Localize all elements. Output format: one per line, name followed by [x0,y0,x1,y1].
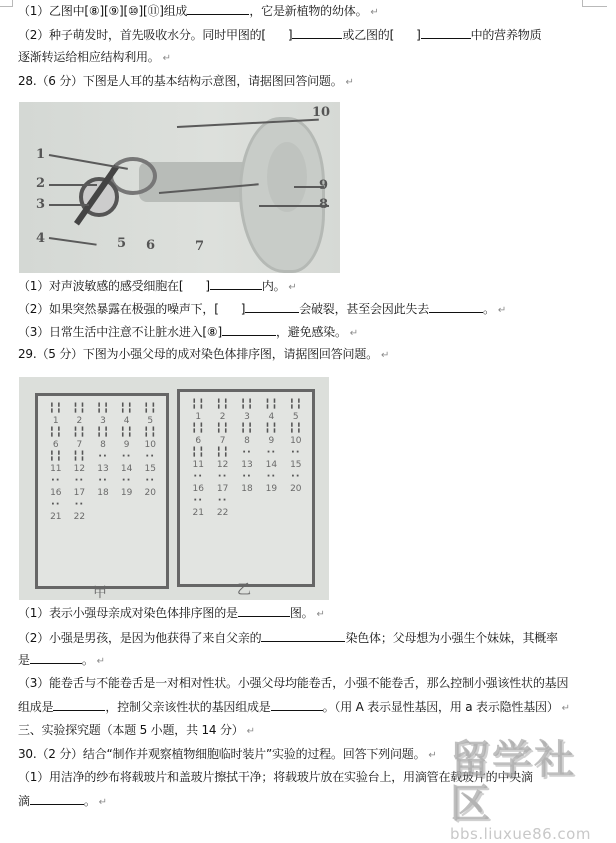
chromosome-pair [284,424,308,446]
q29-sub3 [18,675,568,691]
chromosome-pair [259,472,283,494]
chromosome-pair [138,476,162,498]
chromosome-number: 21 [50,512,62,522]
question-text: 滴 [18,794,30,808]
paragraph-mark-icon: ↵ [246,726,255,737]
chromosome-glyph-icon: ╏╏ [191,423,206,434]
chromosome-pair [259,448,283,470]
chromosome-pair [138,404,162,426]
q28-title [18,73,354,89]
figure-label: 8 [319,197,329,212]
chromosome-number: 17 [216,484,229,494]
question-title: 29.（5 分）下图为小强父母的成对染色体排序图，请据图回答问题。 [18,347,378,361]
chromosome-glyph-icon: ╏╏ [215,447,230,458]
chromosome-pair [68,428,92,450]
chromosome-pair [186,448,210,470]
chromosome-number: 12 [216,460,229,470]
answer-blank[interactable] [261,629,345,642]
chromosome-pair [68,476,92,498]
q27-sub1 [18,2,379,18]
chromosome-glyph-icon: ╏╏ [95,403,111,414]
figure-label: 2 [36,176,46,191]
paragraph-mark-icon: ↵ [497,305,507,316]
chromosome-number: 9 [123,440,130,450]
chromosome-number: 15 [290,460,302,470]
chromosome-number: 7 [76,440,83,450]
paragraph-mark-icon: ↵ [370,7,379,18]
chromosome-number: 3 [100,416,106,426]
question-text: 是 [18,653,30,667]
figure-label: 3 [36,197,46,212]
chromosome-grid [186,400,308,518]
chromosome-number: 5 [292,412,299,422]
paragraph-mark-icon: ↵ [162,53,171,64]
question-text: 会破裂，甚至会因此失去 [299,302,430,316]
figure-label: 6 [146,238,156,253]
chromosome-pair [138,452,162,474]
karyotype-diagram [19,377,329,600]
chromosome-glyph-icon: ╏╏ [239,423,255,434]
chromosome-pair [210,496,234,518]
question-text: ，控制父亲该性状的基因组成是 [105,700,271,714]
chromosome-pair [235,472,259,494]
question-text: （3）日常生活中注意不让脏水进入[⑧] [18,325,222,339]
chromosome-pair [44,500,68,522]
chromosome-pair [259,424,283,446]
chromosome-glyph-icon: ╏╏ [239,399,255,410]
paragraph-mark-icon: ↵ [288,282,297,293]
chromosome-glyph-icon: ·· [98,475,108,486]
q29-sub1 [18,604,325,620]
question-text: （1）表示小强母亲成对染色体排序图的是 [18,606,238,620]
chromosome-pair [210,424,234,446]
chromosome-glyph-icon: ·· [290,471,301,482]
question-text: 图。 [289,606,314,620]
figure-label: 7 [195,239,205,254]
watermark-logo-text: 留学社区 [450,737,576,827]
chromosome-pair [259,400,283,422]
paragraph-mark-icon: ↵ [98,797,107,808]
chromosome-glyph-icon: ╏╏ [215,423,230,434]
chromosome-pair [91,404,115,426]
answer-blank[interactable] [292,26,342,39]
human-ear-diagram [19,102,340,273]
chromosome-number: 2 [219,412,226,422]
chromosome-number: 1 [195,412,202,422]
question-text: ] [205,279,210,293]
chromosome-glyph-icon: ╏╏ [48,403,63,414]
chromosome-number: 18 [97,488,109,498]
chromosome-glyph-icon: ╏╏ [288,423,303,434]
chromosome-pair [186,496,210,518]
q29-sub3-cont [18,698,570,714]
chromosome-number: 17 [73,488,86,498]
chromosome-number: 19 [120,488,133,498]
chromosome-glyph-icon: ╏╏ [72,403,87,414]
chromosome-pair [68,404,92,426]
answer-blank[interactable] [30,792,84,805]
chromosome-pair [210,472,234,494]
chromosome-glyph-icon: ·· [121,451,132,462]
chromosome-glyph-icon: ·· [145,475,155,486]
chromosome-number: 13 [97,464,109,474]
answer-blank[interactable] [53,698,105,711]
q29-sub2 [18,629,558,645]
chromosome-pair [210,448,234,470]
question-text: ，它是新植物的幼体。 [249,4,368,18]
answer-blank[interactable] [238,604,290,617]
question-text: ，避免感染。 [275,325,347,339]
chromosome-number: 16 [50,488,62,498]
watermark-url: bbs.liuxue86.com [450,825,591,843]
answer-blank[interactable] [222,323,276,336]
question-text: （2）小强是男孩，是因为他获得了来自父亲的 [18,631,262,645]
chromosome-pair [186,472,210,494]
chromosome-glyph-icon: ╏╏ [191,399,206,410]
chromosome-number: 1 [52,416,59,426]
chromosome-number: 11 [192,460,204,470]
leader-line [49,204,89,206]
question-text: 。 [483,302,495,316]
chromosome-glyph-icon: ╏╏ [264,423,279,434]
chromosome-glyph-icon: ·· [145,451,155,462]
question-title: 30.（2 分）结合“制作并观察植物细胞临时装片”实验的过程。回答下列问题。 [18,747,426,761]
chromosome-glyph-icon: ╏╏ [143,403,158,414]
chromosome-number: 8 [244,436,250,446]
auricle-inner-shape [267,142,307,212]
chromosome-pair [91,428,115,450]
chromosome-number: 10 [144,440,156,450]
chromosome-number: 16 [192,484,204,494]
figure-label: 4 [36,231,46,246]
paragraph-mark-icon: ↵ [349,328,358,339]
chromosome-number: 14 [265,460,278,470]
chromosome-glyph-icon: ·· [290,447,301,458]
q28-sub3 [18,323,358,339]
answer-blank[interactable] [210,277,262,290]
chromosome-glyph-icon: ╏╏ [288,399,303,410]
q27-sub2 [18,26,541,42]
chromosome-glyph-icon: ·· [242,471,252,482]
chromosome-pair [115,452,139,474]
page-corner-mark-left [0,0,13,7]
chromosome-glyph-icon: ·· [74,499,85,510]
q28-sub2 [18,300,506,316]
chromosome-glyph-icon: ╏╏ [95,427,111,438]
question-text: ] [287,28,293,42]
question-text: （1）乙图中[⑧][⑨][⑩][⑪]组成 [18,4,188,18]
chromosome-pair [115,428,139,450]
chromosome-glyph-icon: ·· [242,447,252,458]
chromosome-number: 4 [123,416,130,426]
chromosome-pair [235,448,259,470]
question-text: （3）能卷舌与不能卷舌是一对相对性状。小强父母均能卷舌，小强不能卷舌，那么控制小强该性状的基因 [18,676,569,690]
chromosome-number: 9 [268,436,275,446]
paragraph-mark-icon: ↵ [316,609,325,620]
q30-title [18,746,437,762]
chromosome-number: 19 [265,484,278,494]
chromosome-pair [44,452,68,474]
chromosome-pair [91,452,115,474]
chromosome-glyph-icon: ╏╏ [191,447,206,458]
chromosome-number: 8 [100,440,106,450]
karyotype-panel-yi [177,389,315,587]
chromosome-glyph-icon: ·· [50,499,61,510]
chromosome-glyph-icon: ·· [193,471,203,482]
chromosome-glyph-icon: ·· [74,475,85,486]
q28-sub1 [18,277,297,293]
page-corner-mark-right [582,0,607,7]
chromosome-pair [115,404,139,426]
question-text: 内。 [261,279,286,293]
karyotype-panel-jia [35,393,169,589]
chromosome-number: 13 [241,460,253,470]
question-text: 中的营养物质 [470,28,542,42]
chromosome-pair [210,400,234,422]
q29-sub2-cont [18,651,105,667]
chromosome-number: 22 [216,508,229,518]
chromosome-number: 12 [73,464,86,474]
answer-blank[interactable] [421,26,471,39]
q27-sub2-cont [18,49,171,65]
chromosome-glyph-icon: ·· [121,475,132,486]
chromosome-grid [44,404,162,522]
chromosome-pair [138,428,162,450]
question-text: 组成是 [18,700,54,714]
paragraph-mark-icon: ↵ [380,350,390,361]
chromosome-glyph-icon: ╏╏ [215,399,230,410]
paragraph-mark-icon: ↵ [345,77,354,88]
figure-label: 10 [312,105,331,120]
figure-label: 5 [117,236,127,251]
paragraph-mark-icon: ↵ [561,703,570,714]
panel-caption-yi: 乙 [237,582,251,598]
question-text: （2）种子萌发时，首先吸收水分。同时甲图的[ [18,28,266,42]
chromosome-pair [44,404,68,426]
question-text: 逐渐转运给相应结构利用。 [18,50,160,64]
chromosome-glyph-icon: ╏╏ [119,403,134,414]
chromosome-number: 6 [195,436,202,446]
chromosome-pair [44,476,68,498]
answer-blank[interactable] [30,651,82,664]
answer-blank[interactable] [271,698,323,711]
question-text: 或乙图的[ [342,28,395,42]
paragraph-mark-icon: ↵ [96,656,105,667]
question-text: 。（用 A 表示显性基因，用 a 表示隐性基因） [322,700,559,714]
chromosome-pair [68,452,92,474]
chromosome-glyph-icon: ╏╏ [72,451,87,462]
chromosome-number: 4 [268,412,275,422]
chromosome-glyph-icon: ·· [193,495,203,506]
chromosome-number: 20 [290,484,302,494]
chromosome-number: 14 [120,464,133,474]
chromosome-number: 6 [52,440,59,450]
chromosome-glyph-icon: ╏╏ [48,427,63,438]
chromosome-pair [284,472,308,494]
chromosome-number: 20 [144,488,156,498]
q30-sub1-cont [18,792,107,808]
section-title: 三、实验探究题（本题 5 小题，共 14 分） [18,723,244,737]
chromosome-glyph-icon: ·· [217,471,228,482]
question-text: ] [240,302,246,316]
chromosome-number: 3 [244,412,250,422]
answer-blank[interactable] [429,300,483,313]
chromosome-glyph-icon: ╏╏ [119,427,134,438]
chromosome-number: 11 [50,464,62,474]
figure-label: 1 [36,147,46,162]
question-text: 。 [83,794,96,808]
question-text: （1）对声波敏感的感受细胞在[ [18,279,184,293]
chromosome-glyph-icon: ╏╏ [72,427,87,438]
chromosome-pair [186,424,210,446]
chromosome-glyph-icon: ╏╏ [48,451,63,462]
leader-line [49,184,97,186]
question-title: 28.（6 分）下图是人耳的基本结构示意图，请据图回答问题。 [18,74,343,88]
chromosome-number: 21 [192,508,204,518]
question-text: 。 [81,653,94,667]
question-text: 染色体；父母想为小强生个妹妹，其概率 [345,631,558,645]
chromosome-pair [186,400,210,422]
chromosome-number: 15 [144,464,156,474]
question-text: ] [416,28,421,42]
chromosome-pair [44,428,68,450]
panel-caption-jia: 甲 [93,585,107,600]
figure-label: 9 [319,178,329,193]
q29-title [18,346,389,362]
chromosome-glyph-icon: ·· [266,471,277,482]
chromosome-pair [284,400,308,422]
answer-blank[interactable] [187,2,249,15]
chromosome-pair [235,400,259,422]
chromosome-glyph-icon: ╏╏ [264,399,279,410]
chromosome-pair [235,424,259,446]
answer-blank[interactable] [245,300,299,313]
paragraph-mark-icon: ↵ [428,750,437,761]
chromosome-pair [91,476,115,498]
chromosome-glyph-icon: ·· [98,451,108,462]
question-text: （2）如果突然暴露在极强的噪声下，[ [18,302,219,316]
chromosome-number: 18 [241,484,253,494]
chromosome-number: 7 [219,436,226,446]
chromosome-glyph-icon: ╏╏ [143,427,158,438]
chromosome-number: 2 [76,416,83,426]
chromosome-glyph-icon: ·· [266,447,277,458]
q30-sub1 [18,769,533,785]
leader-line [49,237,97,246]
chromosome-number: 10 [290,436,302,446]
section-3-heading [18,722,255,738]
chromosome-glyph-icon: ·· [217,495,228,506]
chromosome-number: 5 [147,416,154,426]
question-text: （1）用洁净的纱布将载玻片和盖玻片擦拭干净；将载玻片放在实验台上，用滴管在载玻片的中央滴 [18,770,533,784]
chromosome-glyph-icon: ·· [50,475,61,486]
chromosome-pair [115,476,139,498]
chromosome-number: 22 [73,512,86,522]
chromosome-pair [68,500,92,522]
chromosome-pair [284,448,308,470]
